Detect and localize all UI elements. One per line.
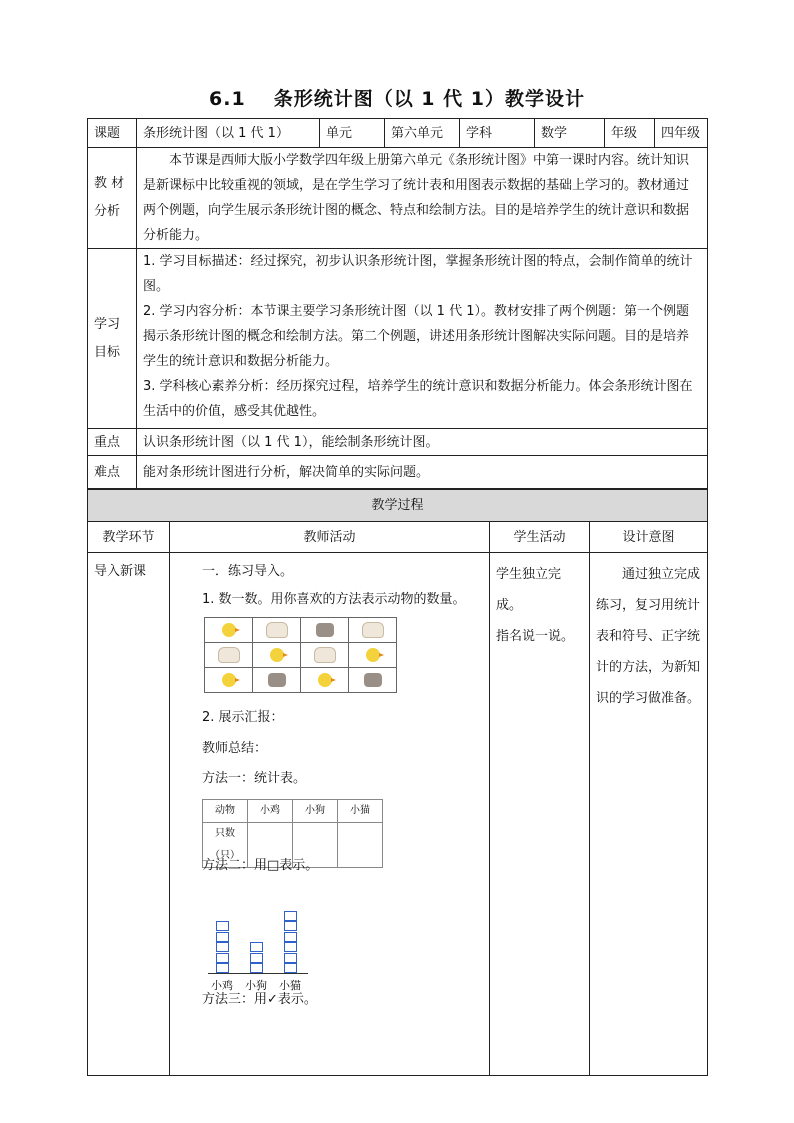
dog-icon — [362, 622, 384, 638]
chick-icon — [222, 673, 236, 687]
animal-grid — [204, 617, 397, 693]
design-intent — [590, 553, 708, 1076]
square-mark — [284, 932, 297, 942]
teacher-line-7: 方法三：用✓表示。 — [202, 992, 317, 1007]
title-number: 6.1 — [209, 88, 246, 110]
process-table — [87, 489, 708, 1076]
dog-icon — [266, 622, 288, 638]
animal-cell — [253, 643, 301, 668]
stat-h1: 动物 — [203, 800, 248, 823]
student-activity — [490, 553, 590, 1076]
col-stage: 教学环节 — [88, 522, 170, 553]
square-mark — [284, 953, 297, 963]
dog-icon — [314, 647, 336, 663]
bar-label-chick: 小鸡 — [211, 979, 233, 992]
teacher-line-2: 1. 数一数。用你喜欢的方法表示动物的数量。 — [202, 592, 466, 607]
subject-value: 数学 — [535, 119, 605, 148]
info-table — [87, 118, 708, 489]
unit-value: 第六单元 — [385, 119, 460, 148]
square-mark — [216, 932, 229, 942]
student-line-2: 指名说一说。 — [496, 629, 575, 644]
animal-cell — [205, 668, 253, 693]
process-heading: 教学过程 — [88, 490, 708, 522]
animal-cell — [205, 643, 253, 668]
goal-1: 1. 学习目标描述：经过探究，初步认识条形统计图，掌握条形统计图的特点，会制作简单的统计图。 — [143, 254, 693, 294]
difficulty-label: 难点 — [88, 456, 137, 489]
goals-cell — [137, 249, 708, 429]
chick-icon — [270, 648, 284, 662]
goal-2: 2. 学习内容分析：本节课主要学习条形统计图（以 1 代 1）。教材安排了两个例题：第一个例题揭示条形统计图的概念和绘制方法。第二个例题，讲述用条形统计图解决实际问题。目的是培养学生的统计意识和数据分析能力。 — [143, 304, 690, 369]
cat-icon — [268, 673, 286, 687]
cat-icon — [316, 623, 334, 637]
chick-icon — [366, 648, 380, 662]
subject-label: 学科 — [460, 119, 535, 148]
animal-cell — [349, 643, 397, 668]
animal-cell — [301, 643, 349, 668]
square-mark — [250, 963, 263, 973]
animal-cell — [205, 618, 253, 643]
grade-value: 四年级 — [655, 119, 708, 148]
square-mark — [284, 921, 297, 931]
analysis-label: 教 材 分析 — [88, 148, 137, 249]
grade-label: 年级 — [605, 119, 655, 148]
teacher-line-3: 2. 展示汇报： — [202, 710, 284, 725]
document-title — [0, 84, 794, 111]
col-intent: 设计意图 — [590, 522, 708, 553]
key-point-text: 认识条形统计图（以 1 代 1），能绘制条形统计图。 — [137, 429, 708, 456]
topic-label: 课题 — [88, 119, 137, 148]
cat-icon — [364, 673, 382, 687]
animal-cell — [301, 668, 349, 693]
square-mark — [250, 953, 263, 963]
animal-cell — [253, 668, 301, 693]
goals-label: 学习目标 — [88, 249, 137, 429]
col-teacher: 教师活动 — [170, 522, 490, 553]
square-mark — [284, 911, 297, 921]
square-mark — [284, 942, 297, 952]
animal-cell — [301, 618, 349, 643]
teacher-line-6: 方法二：用□表示。 — [202, 858, 319, 873]
stat-h4: 小猫 — [338, 800, 383, 823]
difficulty-text: 能对条形统计图进行分析，解决简单的实际问题。 — [137, 456, 708, 489]
bar-label-cat: 小猫 — [279, 979, 301, 992]
animal-cell — [349, 668, 397, 693]
topic-value: 条形统计图（以 1 代 1） — [137, 119, 320, 148]
stat-cell — [338, 823, 383, 868]
square-mark — [216, 942, 229, 952]
dog-icon — [218, 647, 240, 663]
square-mark — [216, 953, 229, 963]
key-point-label: 重点 — [88, 429, 137, 456]
square-mark — [216, 921, 229, 931]
intent-text: 通过独立完成练习，复习用统计表和符号、正字统计的方法，为新知识的学习做准备。 — [596, 567, 701, 706]
teacher-line-1: 一．练习导入。 — [202, 564, 294, 579]
chick-icon — [222, 623, 236, 637]
square-mark — [250, 942, 263, 952]
teacher-activity — [170, 553, 490, 1076]
title-text: 条形统计图（以 1 代 1）教学设计 — [273, 88, 585, 110]
col-student: 学生活动 — [490, 522, 590, 553]
teacher-line-5: 方法一：统计表。 — [202, 771, 307, 786]
stat-r1: 只数（只） — [203, 823, 248, 868]
stage-name: 导入新课 — [88, 553, 170, 1076]
animal-cell — [253, 618, 301, 643]
analysis-text: 本节课是西师大版小学数学四年级上册第六单元《条形统计图》中第一课时内容。统计知识是新课标中比较重视的领域，是在学生学习了统计表和用图表示数据的基础上学习的。教材通过两个例题，向学生展示条形统计图的概念、特点和绘制方法。目的是培养学生的统计意识和数据分析能力。 — [137, 148, 708, 249]
teacher-line-4: 教师总结： — [202, 741, 268, 756]
goal-3: 3. 学科核心素养分析：经历探究过程，培养学生的统计意识和数据分析能力。体会条形统计图在生活中的价值，感受其优越性。 — [143, 379, 693, 419]
bar-label-dog: 小狗 — [245, 979, 267, 992]
unit-label: 单元 — [320, 119, 385, 148]
square-chart — [208, 877, 318, 992]
animal-cell — [349, 618, 397, 643]
chick-icon — [318, 673, 332, 687]
square-mark — [216, 963, 229, 973]
stat-h3: 小狗 — [293, 800, 338, 823]
square-mark — [284, 963, 297, 973]
student-line-1: 学生独立完成。 — [496, 567, 562, 613]
stat-h2: 小鸡 — [248, 800, 293, 823]
